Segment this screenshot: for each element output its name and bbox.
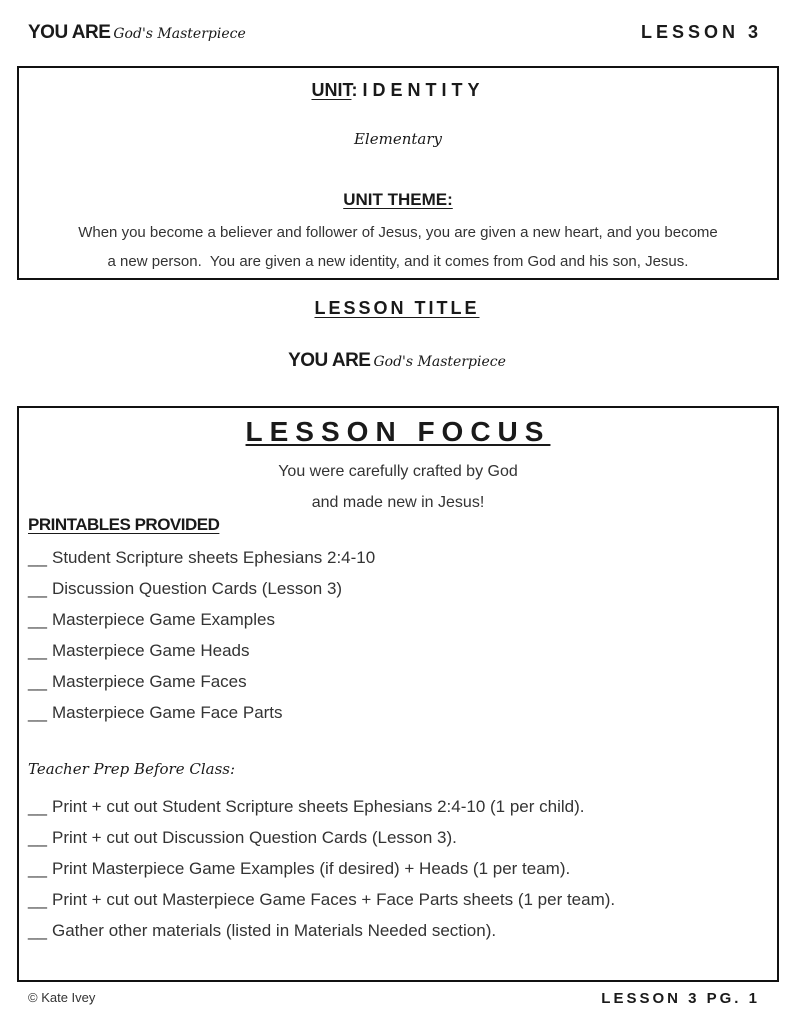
list-item bbox=[28, 915, 615, 946]
printable-text: Masterpiece Game Face Parts bbox=[52, 703, 283, 722]
list-item bbox=[28, 884, 615, 915]
blank-line: __ bbox=[28, 579, 47, 598]
lesson-focus-heading bbox=[19, 416, 777, 448]
lesson-title-heading bbox=[0, 298, 794, 319]
list-item bbox=[28, 666, 375, 697]
prep-text: Gather other materials (listed in Materials Needed section). bbox=[52, 921, 497, 940]
unit-heading bbox=[19, 80, 777, 101]
lesson-title-brand bbox=[0, 350, 794, 372]
list-item bbox=[28, 542, 375, 573]
unit-theme-line-1: When you become a believer and follower of Jesus, you are given a new heart, and you become bbox=[78, 224, 718, 241]
unit-theme-line-2: a new person. You are given a new identity, and it comes from God and his son, Jesus. bbox=[107, 253, 689, 270]
page-number: LESSON 3 PG. 1 bbox=[601, 990, 760, 1007]
printable-text: Discussion Question Cards (Lesson 3) bbox=[52, 579, 343, 598]
focus-line-1: You were carefully crafted by God bbox=[278, 463, 518, 480]
list-item bbox=[28, 604, 375, 635]
blank-line: __ bbox=[28, 610, 47, 629]
prep-text: Print + cut out Student Scripture sheets Ephesians 2:4-10 (1 per child). bbox=[52, 797, 585, 816]
lesson-title-label: LESSON TITLE bbox=[314, 298, 480, 318]
blank-line: __ bbox=[28, 641, 47, 660]
printables-list bbox=[28, 542, 375, 728]
list-item bbox=[28, 573, 375, 604]
lesson-focus-box bbox=[17, 406, 779, 982]
printable-text: Masterpiece Game Faces bbox=[52, 672, 247, 691]
blank-line: __ bbox=[28, 859, 47, 878]
prep-text: Print + cut out Masterpiece Game Faces + Face Parts sheets (1 per team). bbox=[52, 890, 616, 909]
blank-line: __ bbox=[28, 672, 47, 691]
blank-line: __ bbox=[28, 548, 47, 567]
unit-theme-label: UNIT THEME: bbox=[343, 190, 453, 209]
lesson-number: LESSON 3 bbox=[640, 22, 762, 42]
brand-logo bbox=[28, 22, 246, 44]
blank-line: __ bbox=[28, 890, 47, 909]
teacher-prep-label: Teacher Prep Before Class: bbox=[28, 760, 236, 778]
lesson-title-bold: YOU ARE bbox=[288, 350, 371, 371]
unit-theme-text bbox=[19, 218, 777, 276]
unit-box bbox=[17, 66, 779, 280]
blank-line: __ bbox=[28, 921, 47, 940]
prep-text: Print + cut out Discussion Question Cards (Lesson 3). bbox=[52, 828, 457, 847]
brand-script: God's Masterpiece bbox=[113, 26, 246, 42]
lesson-focus-label: LESSON FOCUS bbox=[245, 416, 551, 447]
lesson-title-script: God's Masterpiece bbox=[373, 354, 506, 370]
list-item bbox=[28, 635, 375, 666]
brand-bold: YOU ARE bbox=[28, 22, 111, 43]
level-label: Elementary bbox=[353, 130, 442, 148]
blank-line: __ bbox=[28, 828, 47, 847]
list-item bbox=[28, 697, 375, 728]
printable-text: Masterpiece Game Heads bbox=[52, 641, 250, 660]
printables-label: PRINTABLES PROVIDED bbox=[28, 515, 220, 534]
lesson-focus-statement bbox=[19, 456, 777, 518]
focus-line-2: and made new in Jesus! bbox=[311, 494, 485, 511]
prep-text: Print Masterpiece Game Examples (if desired) + Heads (1 per team). bbox=[52, 859, 571, 878]
list-item bbox=[28, 791, 615, 822]
unit-value: IDENTITY bbox=[362, 80, 485, 100]
printables-heading bbox=[28, 515, 219, 535]
printable-text: Student Scripture sheets Ephesians 2:4-10 bbox=[52, 548, 376, 567]
printable-text: Masterpiece Game Examples bbox=[52, 610, 275, 629]
teacher-prep-list bbox=[28, 791, 615, 946]
blank-line: __ bbox=[28, 797, 47, 816]
list-item bbox=[28, 822, 615, 853]
blank-line: __ bbox=[28, 703, 47, 722]
copyright: © Kate Ivey bbox=[28, 990, 96, 1005]
unit-label: UNIT bbox=[311, 80, 352, 100]
unit-theme-heading bbox=[19, 190, 777, 210]
list-item bbox=[28, 853, 615, 884]
unit-colon: : bbox=[351, 80, 358, 100]
